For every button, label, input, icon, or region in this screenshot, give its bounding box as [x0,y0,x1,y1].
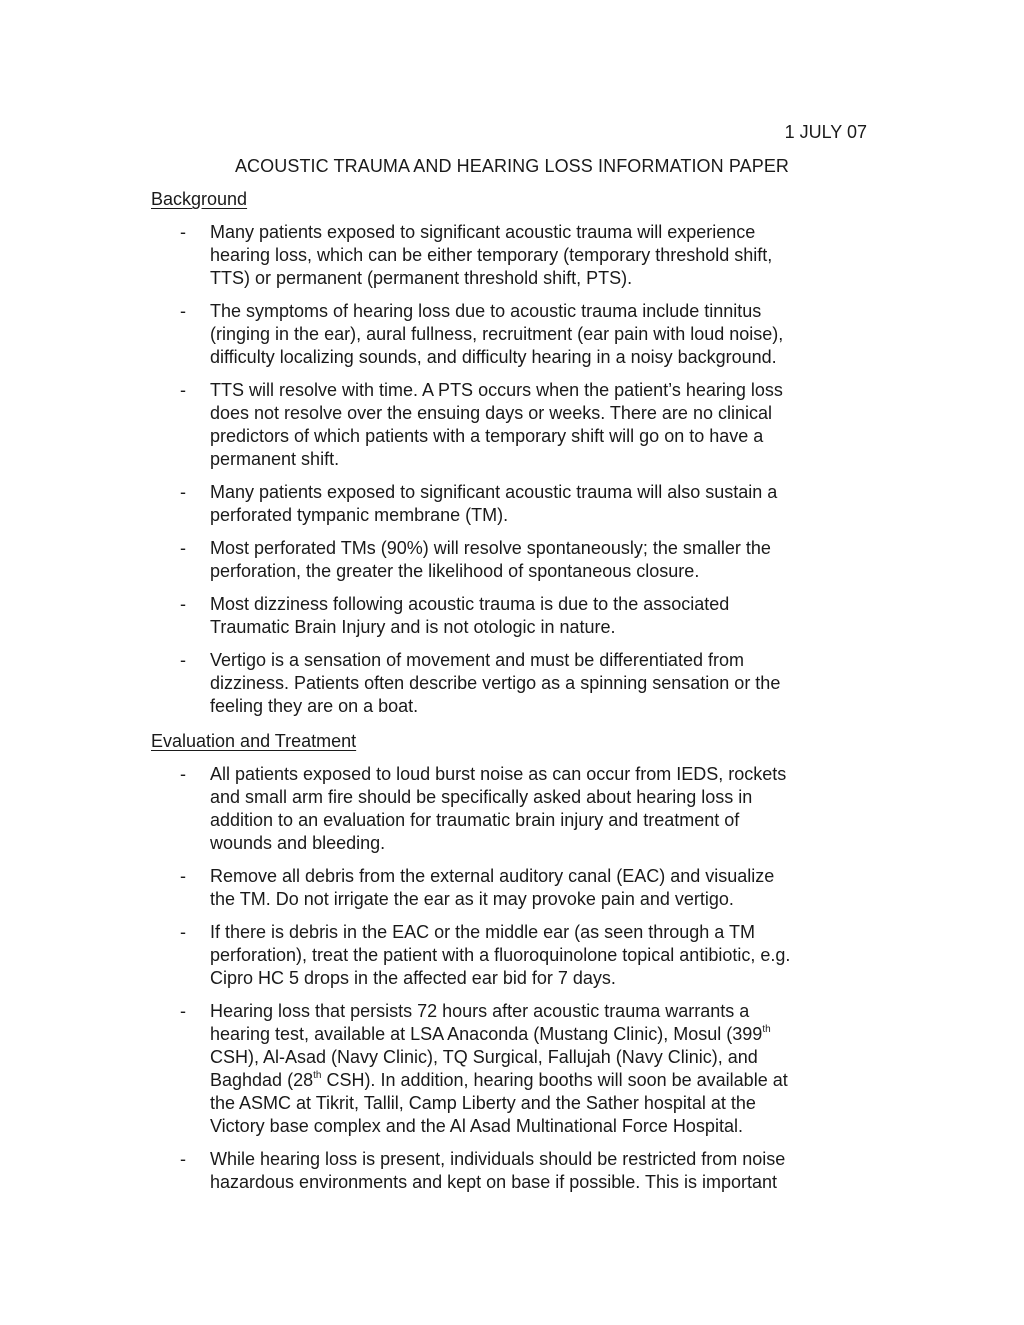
list-item-text: TTS will resolve with time. A PTS occurs when the patient’s hearing loss does not resolve over the ensuing days or weeks. There are no clinical predictors of which patients with a temporary shift will go on to have a permanent shift. [210,380,783,469]
list-item [0,649,1024,718]
list-item [0,481,1024,527]
bullet-dash: - [180,866,186,886]
bullet-dash: - [180,922,186,942]
list-item [0,921,1024,990]
evaluation-list [0,763,1024,1204]
bullet-dash: - [180,301,186,321]
bullet-dash: - [180,482,186,502]
list-item-text: The symptoms of hearing loss due to acoustic trauma include tinnitus (ringing in the ear), aural fullness, recruitment (ear pain with loud noise), difficulty localizing sounds, and difficulty hearing in a noisy background. [210,301,784,367]
bullet-dash: - [180,764,186,784]
list-item [0,865,1024,911]
list-item-text: Many patients exposed to significant acoustic trauma will experience hearing loss, which can be either temporary (temporary threshold shift, TTS) or permanent (permanent threshold shift, PTS). [210,222,773,288]
background-heading: Background [151,189,248,209]
hearing-test-text-part3: CSH). In addition, hearing booths will soon be available at the ASMC at Tikrit, Tallil, Camp Liberty and the Sather hospital at the Victory base complex and the Al Asad Multinational Force Hospital. [210,1070,788,1136]
evaluation-heading: Evaluation and Treatment [151,731,357,751]
list-item-text: While hearing loss is present, individuals should be restricted from noise hazardous environments and kept on base if possible. This is important [210,1149,786,1192]
list-item [0,1148,1024,1194]
list-item [0,1000,1024,1138]
bullet-dash: - [180,650,186,670]
list-item [0,763,1024,855]
list-item-text: Many patients exposed to significant acoustic trauma will also sustain a perforated tympanic membrane (TM). [210,482,778,525]
bullet-dash: - [180,380,186,400]
bullet-dash: - [180,538,186,558]
list-item-text: All patients exposed to loud burst noise as can occur from IEDS, rockets and small arm fire should be specifically asked about hearing loss in addition to an evaluation for traumatic brain injury and treatment of wounds and bleeding. [210,764,787,853]
list-item-text: Remove all debris from the external auditory canal (EAC) and visualize the TM. Do not irrigate the ear as it may provoke pain and vertigo. [210,866,775,909]
bullet-dash: - [180,594,186,614]
bullet-dash: - [180,222,186,242]
hearing-test-text [210,1000,870,1138]
hearing-test-text-part1: Hearing loss that persists 72 hours after acoustic trauma warrants a hearing test, available at LSA Anaconda (Mustang Clinic), Mosul (399 [210,1001,763,1044]
document-title: ACOUSTIC TRAUMA AND HEARING LOSS INFORMATION PAPER [234,156,790,176]
ordinal-superscript: th [762,1024,771,1035]
ordinal-superscript: th [313,1070,322,1081]
hearing-test-text-part2: CSH), Al-Asad (Navy Clinic), TQ Surgical, Fallujah (Navy Clinic), and Baghdad (28 [210,1047,758,1090]
list-item [0,379,1024,471]
bullet-dash: - [180,1001,186,1021]
list-item-text: Vertigo is a sensation of movement and must be differentiated from dizziness. Patients often describe vertigo as a spinning sensation or the feeling they are on a boat. [210,650,781,716]
list-item-text: If there is debris in the EAC or the middle ear (as seen through a TM perforation), treat the patient with a fluoroquinolone topical antibiotic, e.g. Cipro HC 5 drops in the affected ear bid for 7 days. [210,922,791,988]
list-item-text: Most dizziness following acoustic trauma is due to the associated Traumatic Brain Injury and is not otologic in nature. [210,594,730,637]
list-item [0,593,1024,639]
background-list [0,221,1024,728]
list-item [0,300,1024,369]
bullet-dash: - [180,1149,186,1169]
list-item-text: Most perforated TMs (90%) will resolve spontaneously; the smaller the perforation, the greater the likelihood of spontaneous closure. [210,538,771,581]
list-item [0,537,1024,583]
list-item [0,221,1024,290]
document-date: 1 JULY 07 [784,122,867,142]
